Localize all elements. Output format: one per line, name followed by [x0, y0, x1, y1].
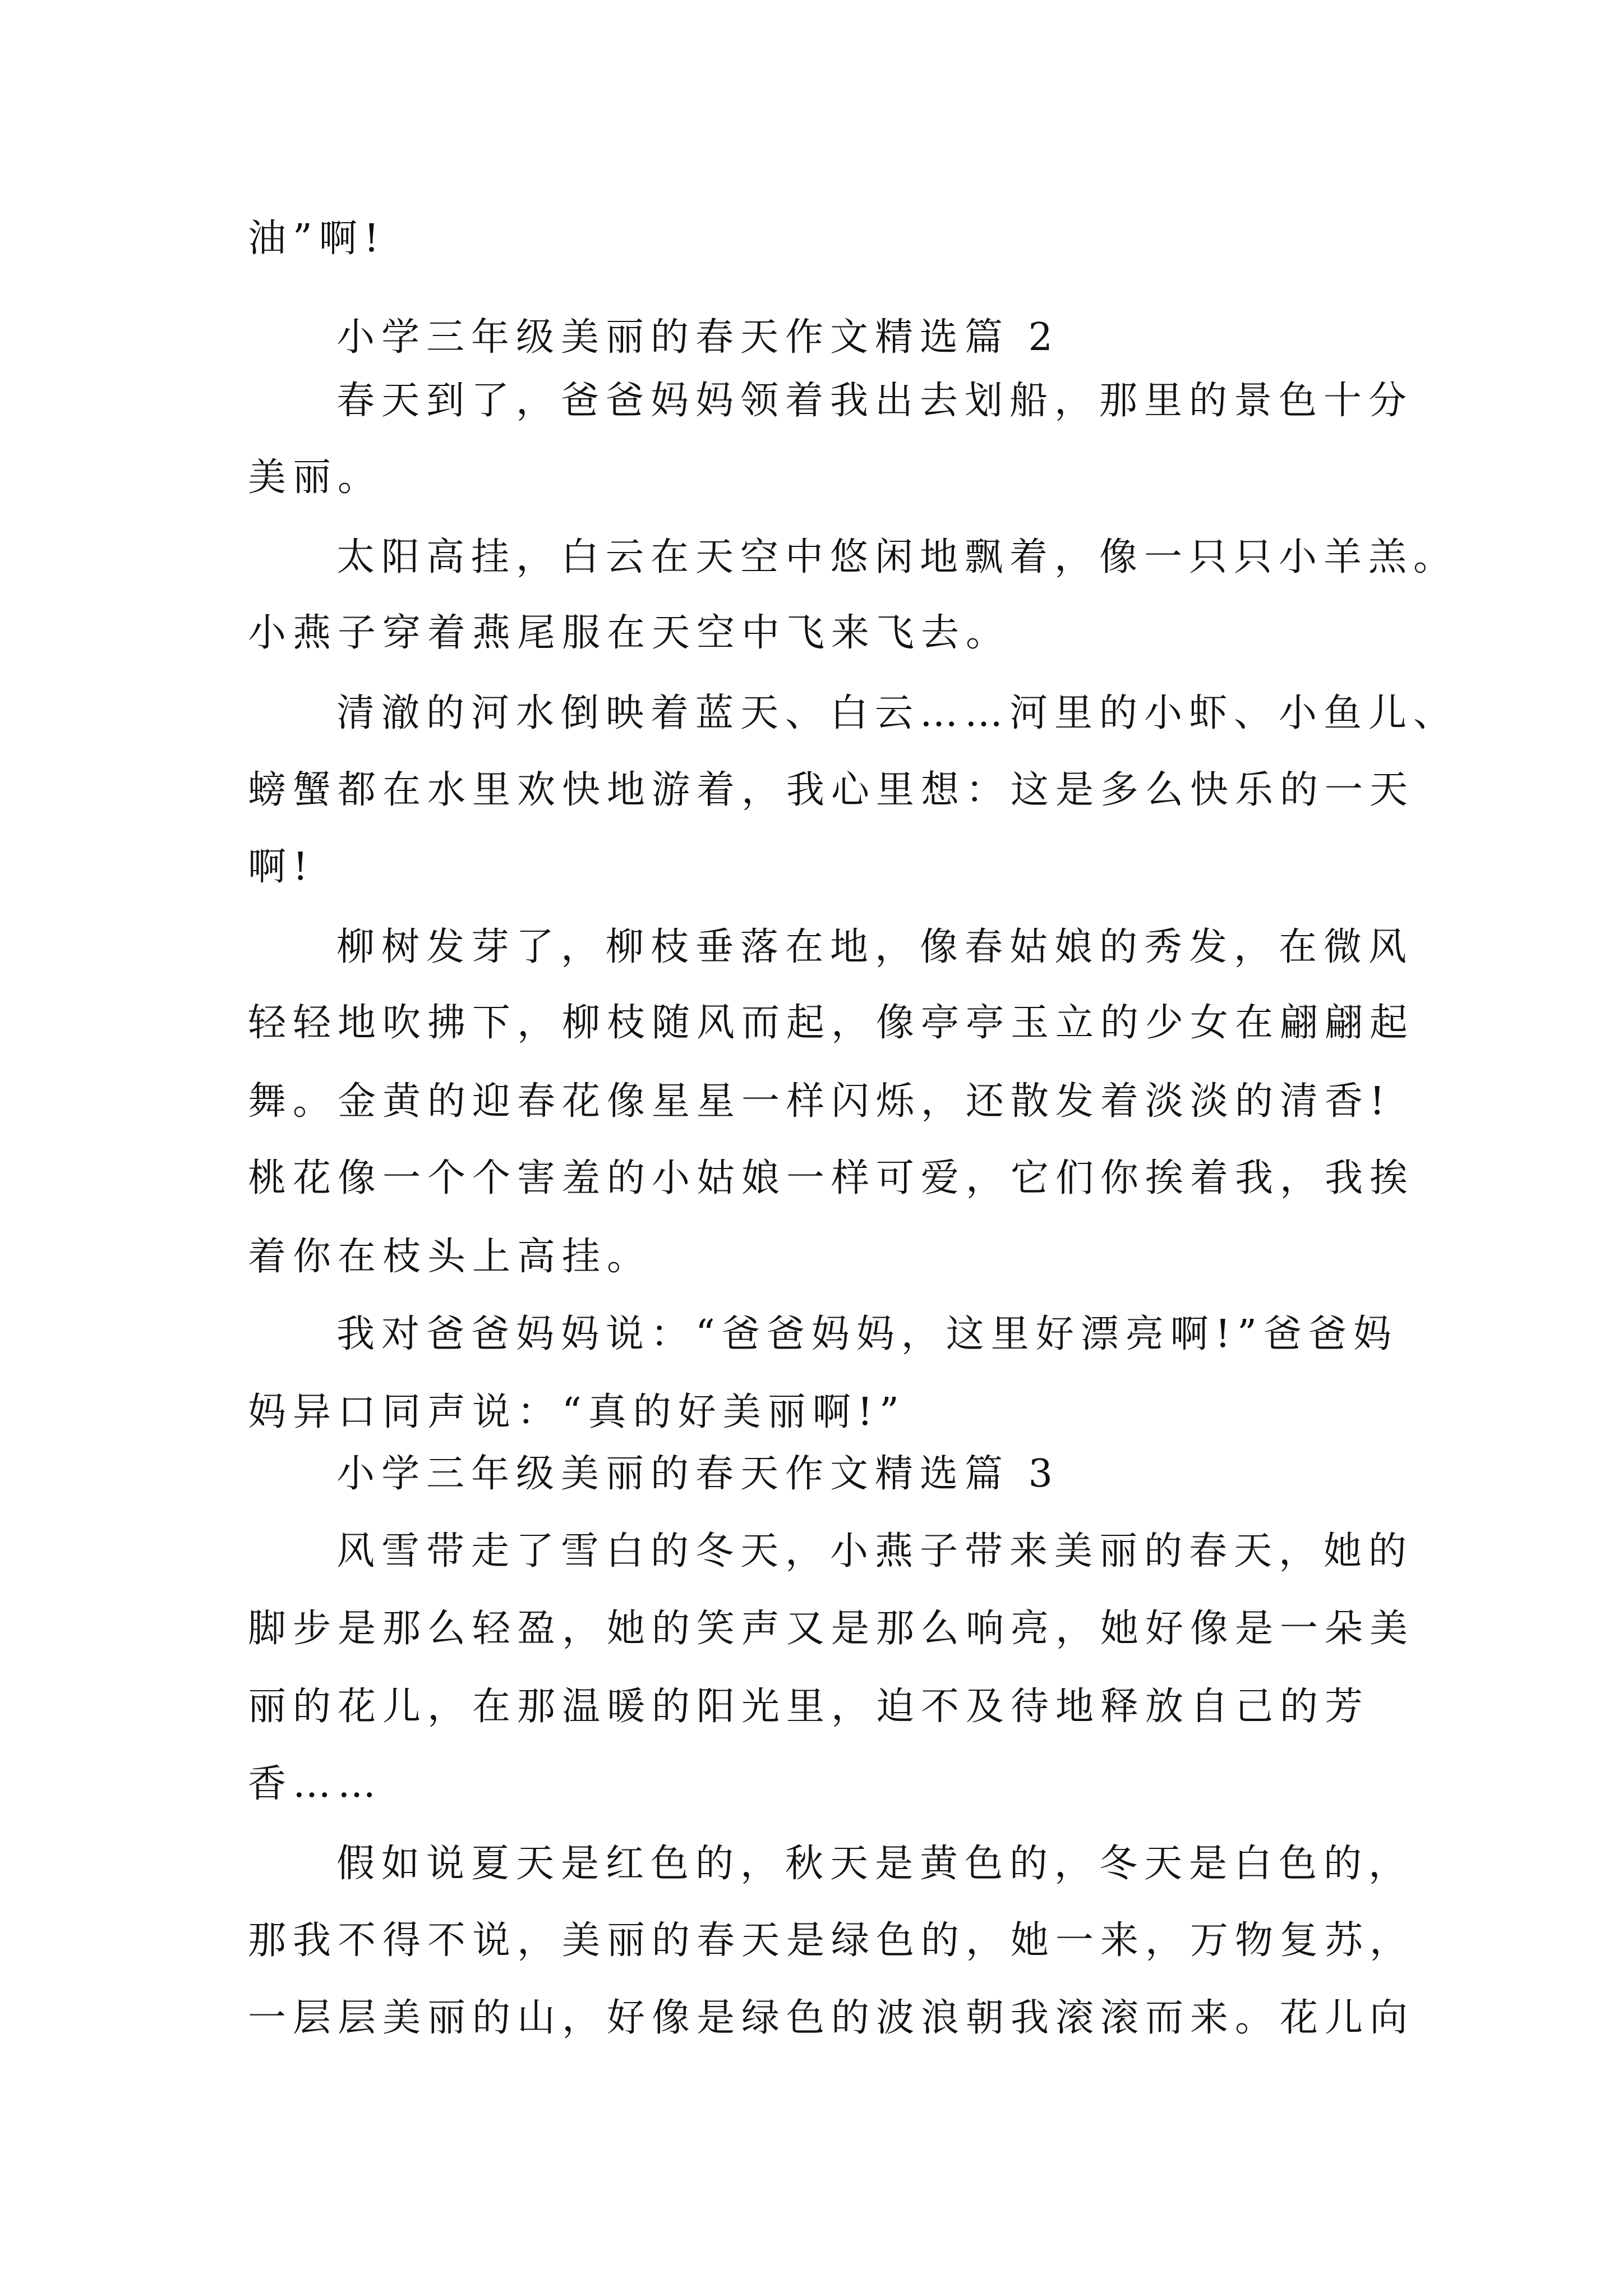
text-line: 一层层美丽的山，好像是绿色的波浪朝我滚滚而来。花儿向 [248, 1996, 1415, 2040]
text-line: 香…… [248, 1762, 383, 1806]
text-line: 丽的花儿，在那温暖的阳光里，迫不及待地释放自己的芳 [248, 1685, 1370, 1729]
text-line: 柳树发芽了，柳枝垂落在地，像春姑娘的秀发，在微风 [336, 925, 1414, 969]
section-heading: 小学三年级美丽的春天作文精选篇 3 [336, 1452, 1059, 1496]
text-line: 啊! [248, 845, 315, 889]
text-line: 脚步是那么轻盈，她的笑声又是那么响亮，她好像是一朵美 [248, 1607, 1415, 1651]
text-line: 油”啊! [248, 217, 386, 261]
text-line: 妈异口同声说：“真的好美丽啊!” [248, 1390, 906, 1434]
text-line: 美丽。 [248, 455, 383, 500]
text-line: 小燕子穿着燕尾服在天空中飞来飞去。 [248, 611, 1011, 655]
text-line: 假如说夏天是红色的，秋天是黄色的，冬天是白色的， [336, 1842, 1414, 1886]
text-line: 轻轻地吹拂下，柳枝随风而起，像亭亭玉立的少女在翩翩起 [248, 1001, 1415, 1045]
text-line: 春天到了，爸爸妈妈领着我出去划船，那里的景色十分 [336, 379, 1414, 423]
text-line: 舞。金黄的迎春花像星星一样闪烁，还散发着淡淡的清香! [248, 1079, 1392, 1124]
text-line: 那我不得不说，美丽的春天是绿色的，她一来，万物复苏， [248, 1918, 1415, 1963]
section-heading: 小学三年级美丽的春天作文精选篇 2 [336, 315, 1059, 360]
text-line: 太阳高挂，白云在天空中悠闲地飘着，像一只只小羊羔。 [336, 535, 1459, 579]
text-line: 风雪带走了雪白的冬天，小燕子带来美丽的春天，她的 [336, 1529, 1414, 1573]
text-line: 螃蟹都在水里欢快地游着，我心里想：这是多么快乐的一天 [248, 768, 1415, 812]
text-line: 着你在枝头上高挂。 [248, 1235, 652, 1279]
text-line: 我对爸爸妈妈说：“爸爸妈妈，这里好漂亮啊!”爸爸妈 [336, 1312, 1398, 1356]
text-line: 桃花像一个个害羞的小姑娘一样可爱，它们你挨着我，我挨 [248, 1156, 1415, 1200]
text-line: 清澈的河水倒映着蓝天、白云……河里的小虾、小鱼儿、 [336, 691, 1459, 735]
